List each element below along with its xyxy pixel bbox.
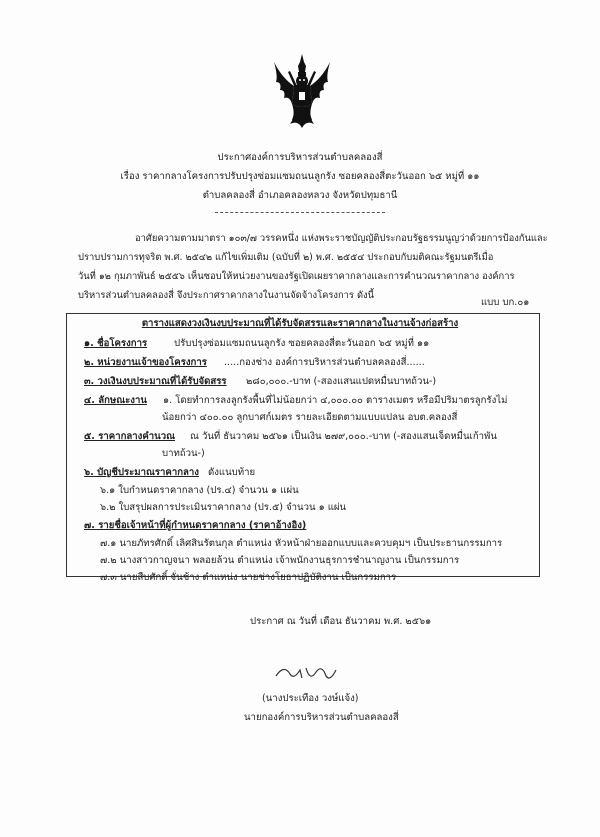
item-7-2: ๗.๒ นางสาวกาญจนา พลอยล้วน ตำแหน่ง เจ้าพนักงานธุรการชำนาญงาน เป็นกรรมการ	[100, 555, 460, 566]
intro-line-4: บริหารส่วนตำบลคลองสี่ จึงประกาศราคากลางในงานจัดจ้างโครงการ ดังนี้	[78, 290, 375, 301]
item-7-label: ๗. รายชื่อเจ้าหน้าที่ผู้กำหนดราคากลาง (ราคาอ้างอิง)	[84, 520, 307, 531]
item-5-value: ณ วันที่ ธันวาคม ๒๕๖๑ เป็นเงิน ๒๗๙,๐๐๐.-บาท (-สองแสนเจ็ดหมื่นเก้าพัน	[190, 431, 497, 442]
item-5-line-2: บาทถ้วน-)	[162, 448, 205, 459]
location-line: ตำบลคลองสี่ อำเภอคลองหลวง จังหวัดปทุมธานี	[202, 190, 398, 201]
item-6-2: ๖.๒ ใบสรุปผลการประเมินราคากลาง (ปร.๕) จำนวน ๑ แผ่น	[100, 502, 347, 513]
item-5-label: ๕. ราคากลางคำนวณ	[84, 431, 176, 442]
signer-title: นายกองค์การบริหารส่วนตำบลคลองสี่	[244, 712, 399, 723]
intro-line-3: วันที่ ๑๒ กุมภาพันธ์ ๒๕๕๖ เห็นชอบให้หน่วยงานของรัฐเปิดเผยราคากลางและการคำนวณราคากลาง องค์การ	[78, 271, 515, 282]
item-4-label: ๔. ลักษณะงาน	[84, 395, 147, 406]
intro-line-1: อาศัยความตามมาตรา ๑๐๓/๗ วรรคหนึ่ง แห่งพระราชบัญญัติประกอบรัฐธรรมนูญว่าด้วยการป้องกันและ	[135, 233, 548, 244]
item-2-value: .....กองช่าง องค์การบริหารส่วนตำบลคลองสี่......	[224, 357, 425, 368]
signer-name: (นางประเทือง วงษ์แจ้ง)	[262, 693, 359, 704]
item-2-label: ๒. หน่วยงานเจ้าของโครงการ	[84, 357, 207, 368]
item-1-value: ปรับปรุงซ่อมแซมถนนลูกรัง ซอยคลองสี่ตะวันออก ๖๕ หมู่ที่ ๑๑	[174, 338, 430, 349]
org-heading: ประกาศองค์การบริหารส่วนตำบลคลองสี่	[217, 152, 383, 163]
item-6-suffix: ดังแนบท้าย	[208, 467, 256, 478]
announce-date: ประกาศ ณ วันที่ เดือน ธันวาคม พ.ศ. ๒๕๖๑	[250, 616, 432, 627]
item-6-1: ๖.๑ ใบกำหนดราคากลาง (ปร.๔) จำนวน ๑ แผ่น	[100, 485, 299, 496]
garuda-emblem-icon	[272, 52, 332, 134]
item-7-1: ๗.๑ นายภัทรศักดิ์ เลิศสินรัตนกุล ตำแหน่ง หัวหน้าฝ่ายออกแบบและควบคุมฯ เป็นประธานกรรมการ	[100, 538, 503, 549]
item-1-label: ๑. ชื่อโครงการ	[84, 338, 148, 349]
subject-line: เรื่อง ราคากลางโครงการปรับปรุงซ่อมแซมถนนลูกรัง ซอยคลองสี่ตะวันออก ๖๕ หมู่ที่ ๑๑	[120, 171, 480, 182]
item-4-line-2: น้อยกว่า ๔๐๐.๐๐ ลูกบาศก์เมตร รายละเอียดตามแบบแปลน อบต.คลองสี่	[162, 412, 458, 423]
item-7-3: ๗.๓ นายสืบศักดิ์ จั่นช้าง ตำแหน่ง นายช่างโยธาปฏิบัติงาน เป็นกรรมการ	[100, 572, 397, 583]
header-divider	[215, 212, 385, 213]
item-3-label: ๓. วงเงินงบประมาณที่ได้รับจัดสรร	[84, 376, 227, 387]
signature-scribble	[272, 658, 342, 686]
intro-line-2: ปราบปรามการทุจริต พ.ศ. ๒๕๔๒ แก้ไขเพิ่มเติม (ฉบับที่ ๒) พ.ศ. ๒๕๕๔ ประกอบกับมติคณะรัฐมนตรีเมื่อ	[78, 252, 494, 263]
table-title: ตารางแสดงวงเงินงบประมาณที่ได้รับจัดสรรและราคากลางในงานจ้างก่อสร้าง	[141, 318, 459, 329]
item-6-label: ๖. บัญชีประมาณราคากลาง	[84, 467, 199, 478]
item-4-line-1: ๑. โดยทำการลงลูกรังพื้นที่ไม่น้อยกว่า ๔,๐๐๐.๐๐ ตารางเมตร หรือมีปริมาตรลูกรังไม่	[163, 395, 508, 406]
item-3-value: ๒๘๐,๐๐๐.-บาท (-สองแสนแปดหมื่นบาทถ้วน-)	[246, 376, 437, 387]
form-code: แบบ บก.๐๑	[481, 297, 530, 308]
